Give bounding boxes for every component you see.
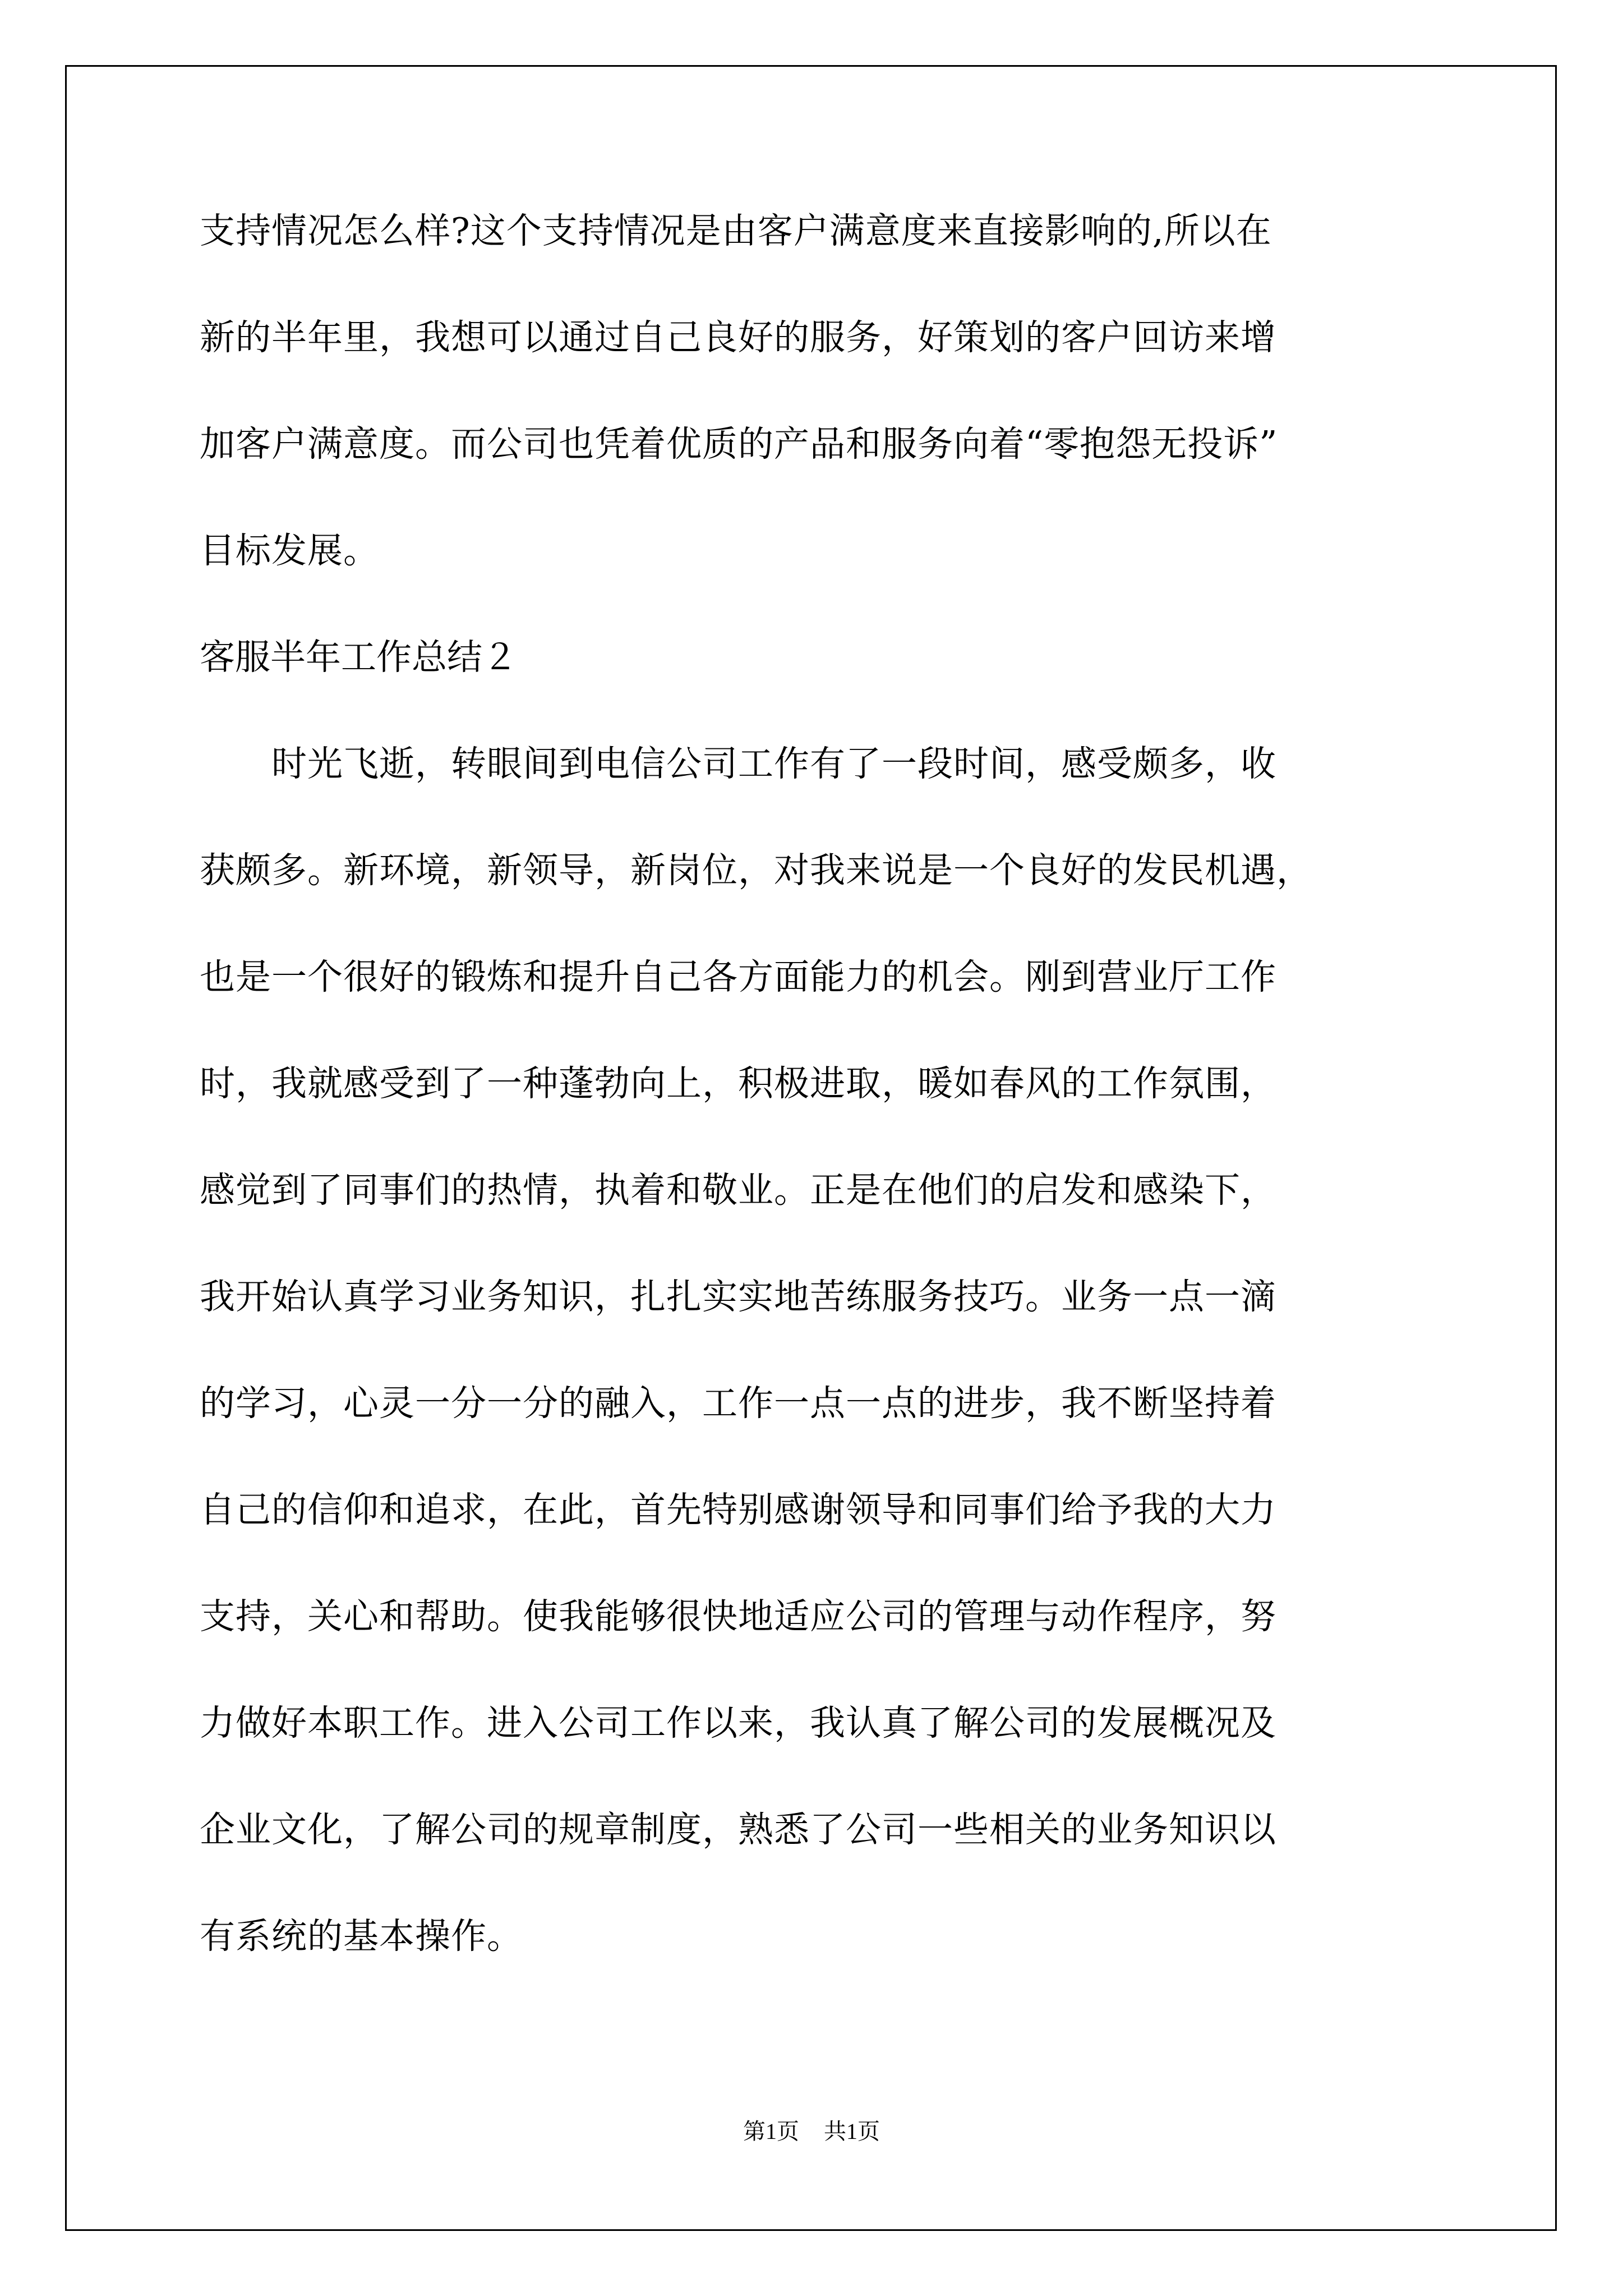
text-line: 获颇多。新环境，新领导，新岗位，对我来说是一个良好的发民机遇， — [200, 850, 1312, 891]
section-heading-text: 客服半年工作总结２ — [200, 637, 518, 678]
text-line: 我开始认真学习业务知识，扎扎实实地苦练服务技巧。业务一点一滴 — [200, 1276, 1276, 1317]
text-line: 支持情况怎么样?这个支持情况是由客户满意度来直接影响的,所以在 — [200, 210, 1272, 251]
text-line: 支持，关心和帮助。使我能够很快地适应公司的管理与动作程序，努 — [200, 1596, 1276, 1637]
page-number-total: 共1页 — [824, 2119, 880, 2144]
text-line: 有系统的基本操作。 — [200, 1916, 523, 1957]
text-line: 也是一个很好的锻炼和提升自己各方面能力的机会。刚到营业厅工作 — [200, 956, 1276, 997]
page-number-current: 第1页 — [743, 2119, 799, 2144]
text-line: 时，我就感受到了一种蓬勃向上，积极进取，暖如春风的工作氛围， — [200, 1063, 1276, 1104]
text-line: 感觉到了同事们的热情，执着和敬业。正是在他们的启发和感染下， — [200, 1170, 1276, 1211]
text-line: 企业文化，了解公司的规章制度，熟悉了公司一些相关的业务知识以 — [200, 1809, 1276, 1850]
text-line: 力做好本职工作。进入公司工作以来，我认真了解公司的发展概况及 — [200, 1703, 1276, 1743]
paragraph-1 — [200, 210, 1433, 639]
text-line: 新的半年里，我想可以通过自己良好的服务，好策划的客户回访来增 — [200, 317, 1276, 358]
text-line: 目标发展。 — [200, 530, 379, 571]
section-heading — [200, 639, 1433, 746]
text-line: 加客户满意度。而公司也凭着优质的产品和服务向着“零抱怨无投诉” — [200, 424, 1278, 464]
text-line: 时光飞逝，转眼间到电信公司工作有了一段时间，感受颇多，收 — [200, 743, 1276, 784]
text-line: 自己的信仰和追求，在此，首先特别感谢领导和同事们给予我的大力 — [200, 1489, 1276, 1530]
page-footer — [0, 2120, 1623, 2143]
document-body — [200, 210, 1433, 2025]
paragraph-2 — [200, 743, 1433, 2025]
text-line: 的学习，心灵一分一分的融入，工作一点一点的进步，我不断坚持着 — [200, 1383, 1276, 1424]
